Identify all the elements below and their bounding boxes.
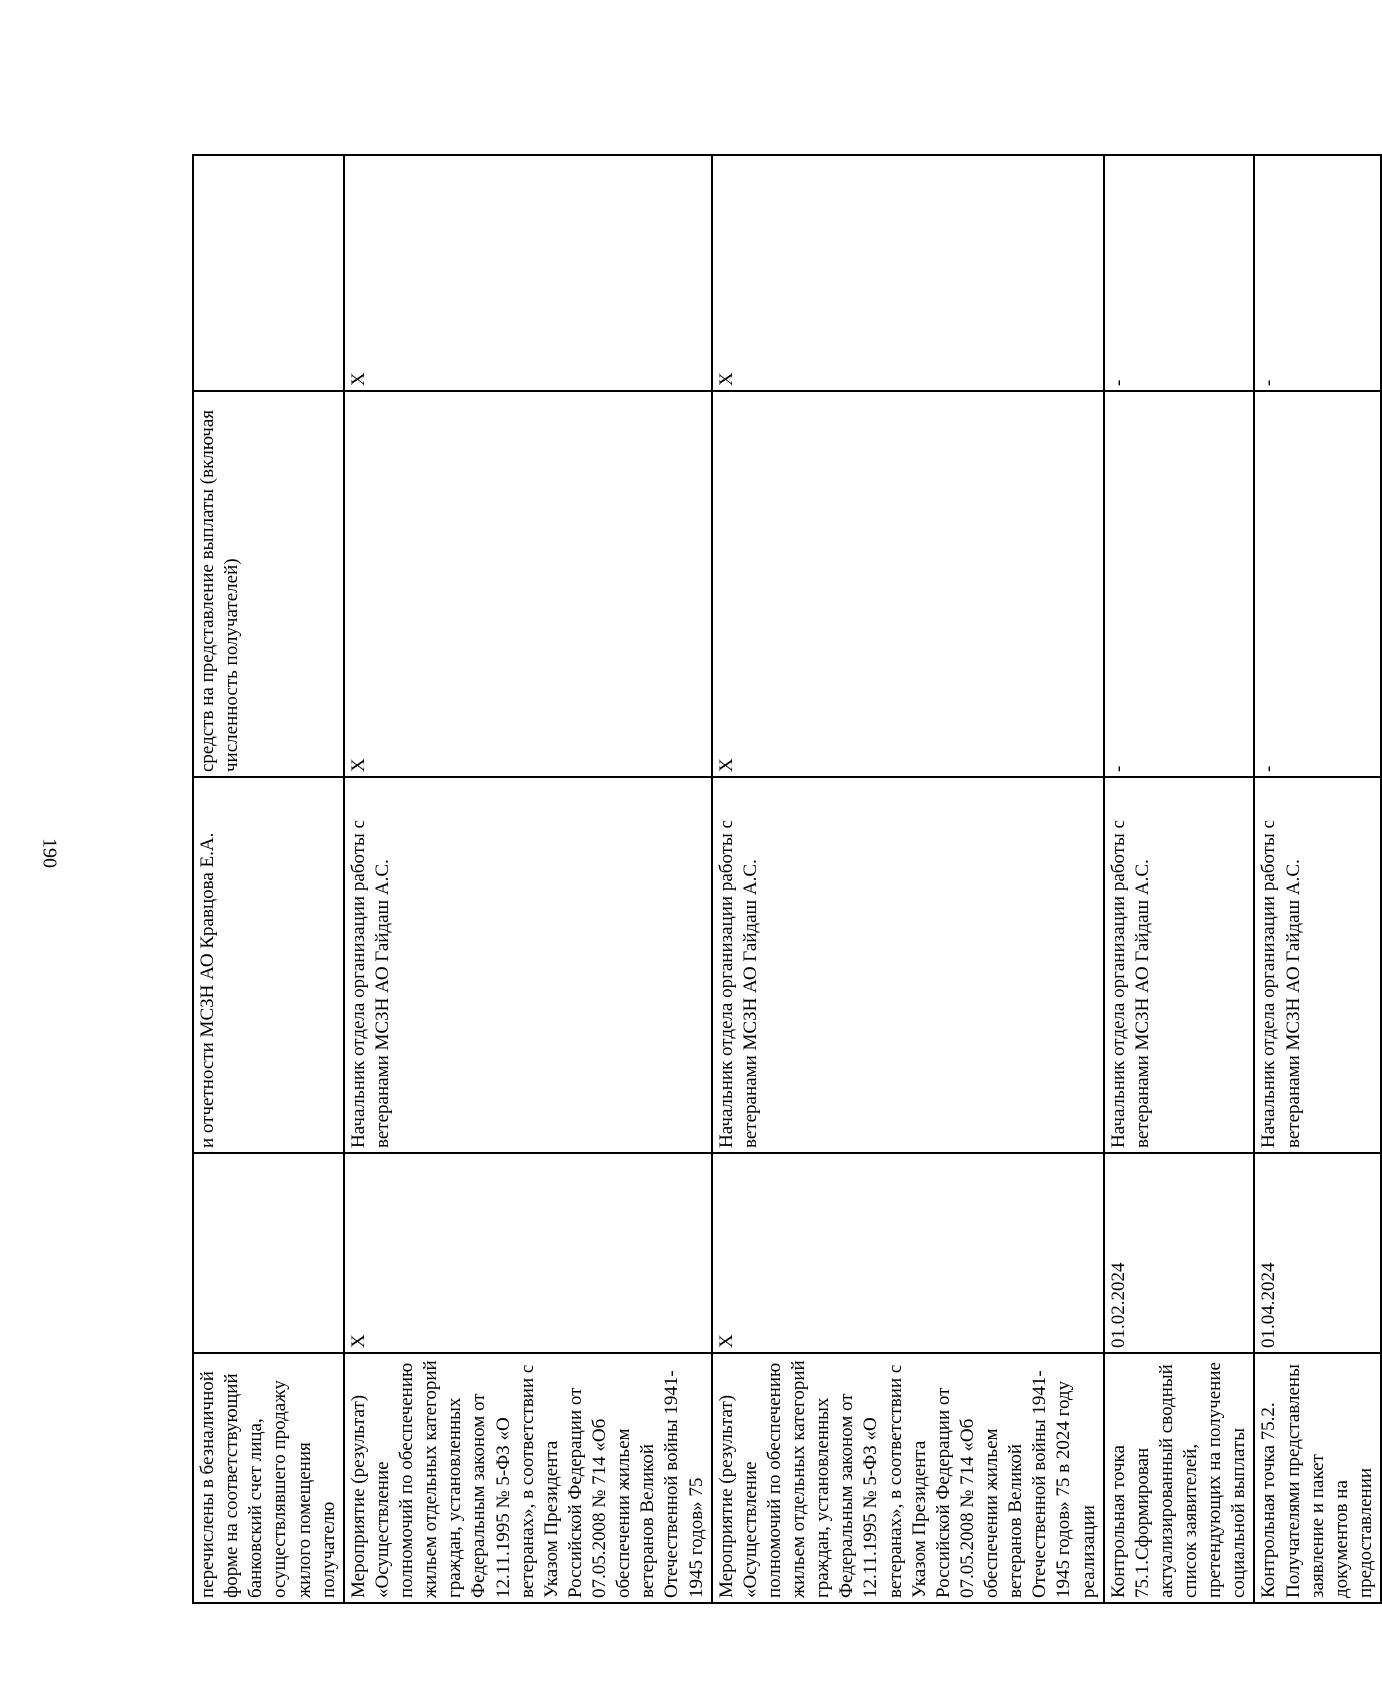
event-cell: перечислены в безналичной форме на соответствующий банковский счет лица, осуществлявшего продажу жилого помещения получателю bbox=[193, 1353, 344, 1603]
event-cell: Контрольная точка 75.2. Получателями представлены заявление и пакет документов на предоставлении bbox=[1254, 1353, 1381, 1603]
system-cell: X bbox=[712, 155, 1104, 391]
responsible-cell: и отчетности МСЗН АО Кравцова Е.А. bbox=[193, 777, 344, 1153]
date-cell: X bbox=[712, 1153, 1104, 1353]
responsible-cell: Начальник отдела организации работы с ветеранами МСЗН АО Гайдаш А.С. bbox=[344, 777, 712, 1153]
system-cell bbox=[193, 155, 344, 391]
event-cell: Мероприятие (результат) «Осуществление полномочий по обеспечению жильем отдельных категорий граждан, установленных Федеральным законом от 12.11.1995 № 5-ФЗ «О ветеранах», в соответствии с Указом Президента Российской Федерации от 07.05.2008 № 714 «Об обеспечении жильем ветеранов Великой Отечественной войны 1941-1945 годов» 75 bbox=[344, 1353, 712, 1603]
table-row bbox=[193, 155, 344, 1603]
system-cell: - bbox=[1104, 155, 1255, 391]
table-row bbox=[344, 155, 712, 1603]
responsible-cell: Начальник отдела организации работы с ветеранами МСЗН АО Гайдаш А.С. bbox=[712, 777, 1104, 1153]
system-cell: X bbox=[344, 155, 712, 391]
document-cell: X bbox=[712, 391, 1104, 777]
date-cell: X bbox=[344, 1153, 712, 1353]
date-cell: 01.02.2024 bbox=[1104, 1153, 1255, 1353]
document-cell: - bbox=[1104, 391, 1255, 777]
table-container bbox=[192, 156, 1376, 1604]
responsible-cell: Начальник отдела организации работы с ветеранами МСЗН АО Гайдаш А.С. bbox=[1254, 777, 1381, 1153]
system-cell: - bbox=[1254, 155, 1381, 391]
table-row bbox=[1104, 155, 1255, 1603]
responsible-cell: Начальник отдела организации работы с ветеранами МСЗН АО Гайдаш А.С. bbox=[1104, 777, 1255, 1153]
date-cell bbox=[193, 1153, 344, 1353]
page-number: 190 bbox=[38, 838, 61, 868]
table-row bbox=[1254, 155, 1381, 1603]
document-cell: X bbox=[344, 391, 712, 777]
event-cell: Мероприятие (результат) «Осуществление полномочий по обеспечению жильем отдельных категорий граждан, установленных Федеральным законом от 12.11.1995 № 5-ФЗ «О ветеранах», в соответствии с Указом Президента Российской Федерации от 07.05.2008 № 714 «Об обеспечении жильем ветеранов Великой Отечественной войны 1941-1945 годов» 75 в 2024 году реализации bbox=[712, 1353, 1104, 1603]
document-cell: средств на представление выплаты (включая численность получателей) bbox=[193, 391, 344, 777]
event-cell: Контрольная точка 75.1.Сформирован актуализированный сводный список заявителей, претендующих на получение социальной выплаты bbox=[1104, 1353, 1255, 1603]
table-row bbox=[712, 155, 1104, 1603]
document-cell: - bbox=[1254, 391, 1381, 777]
plan-table bbox=[192, 154, 1382, 1604]
date-cell: 01.04.2024 bbox=[1254, 1153, 1381, 1353]
